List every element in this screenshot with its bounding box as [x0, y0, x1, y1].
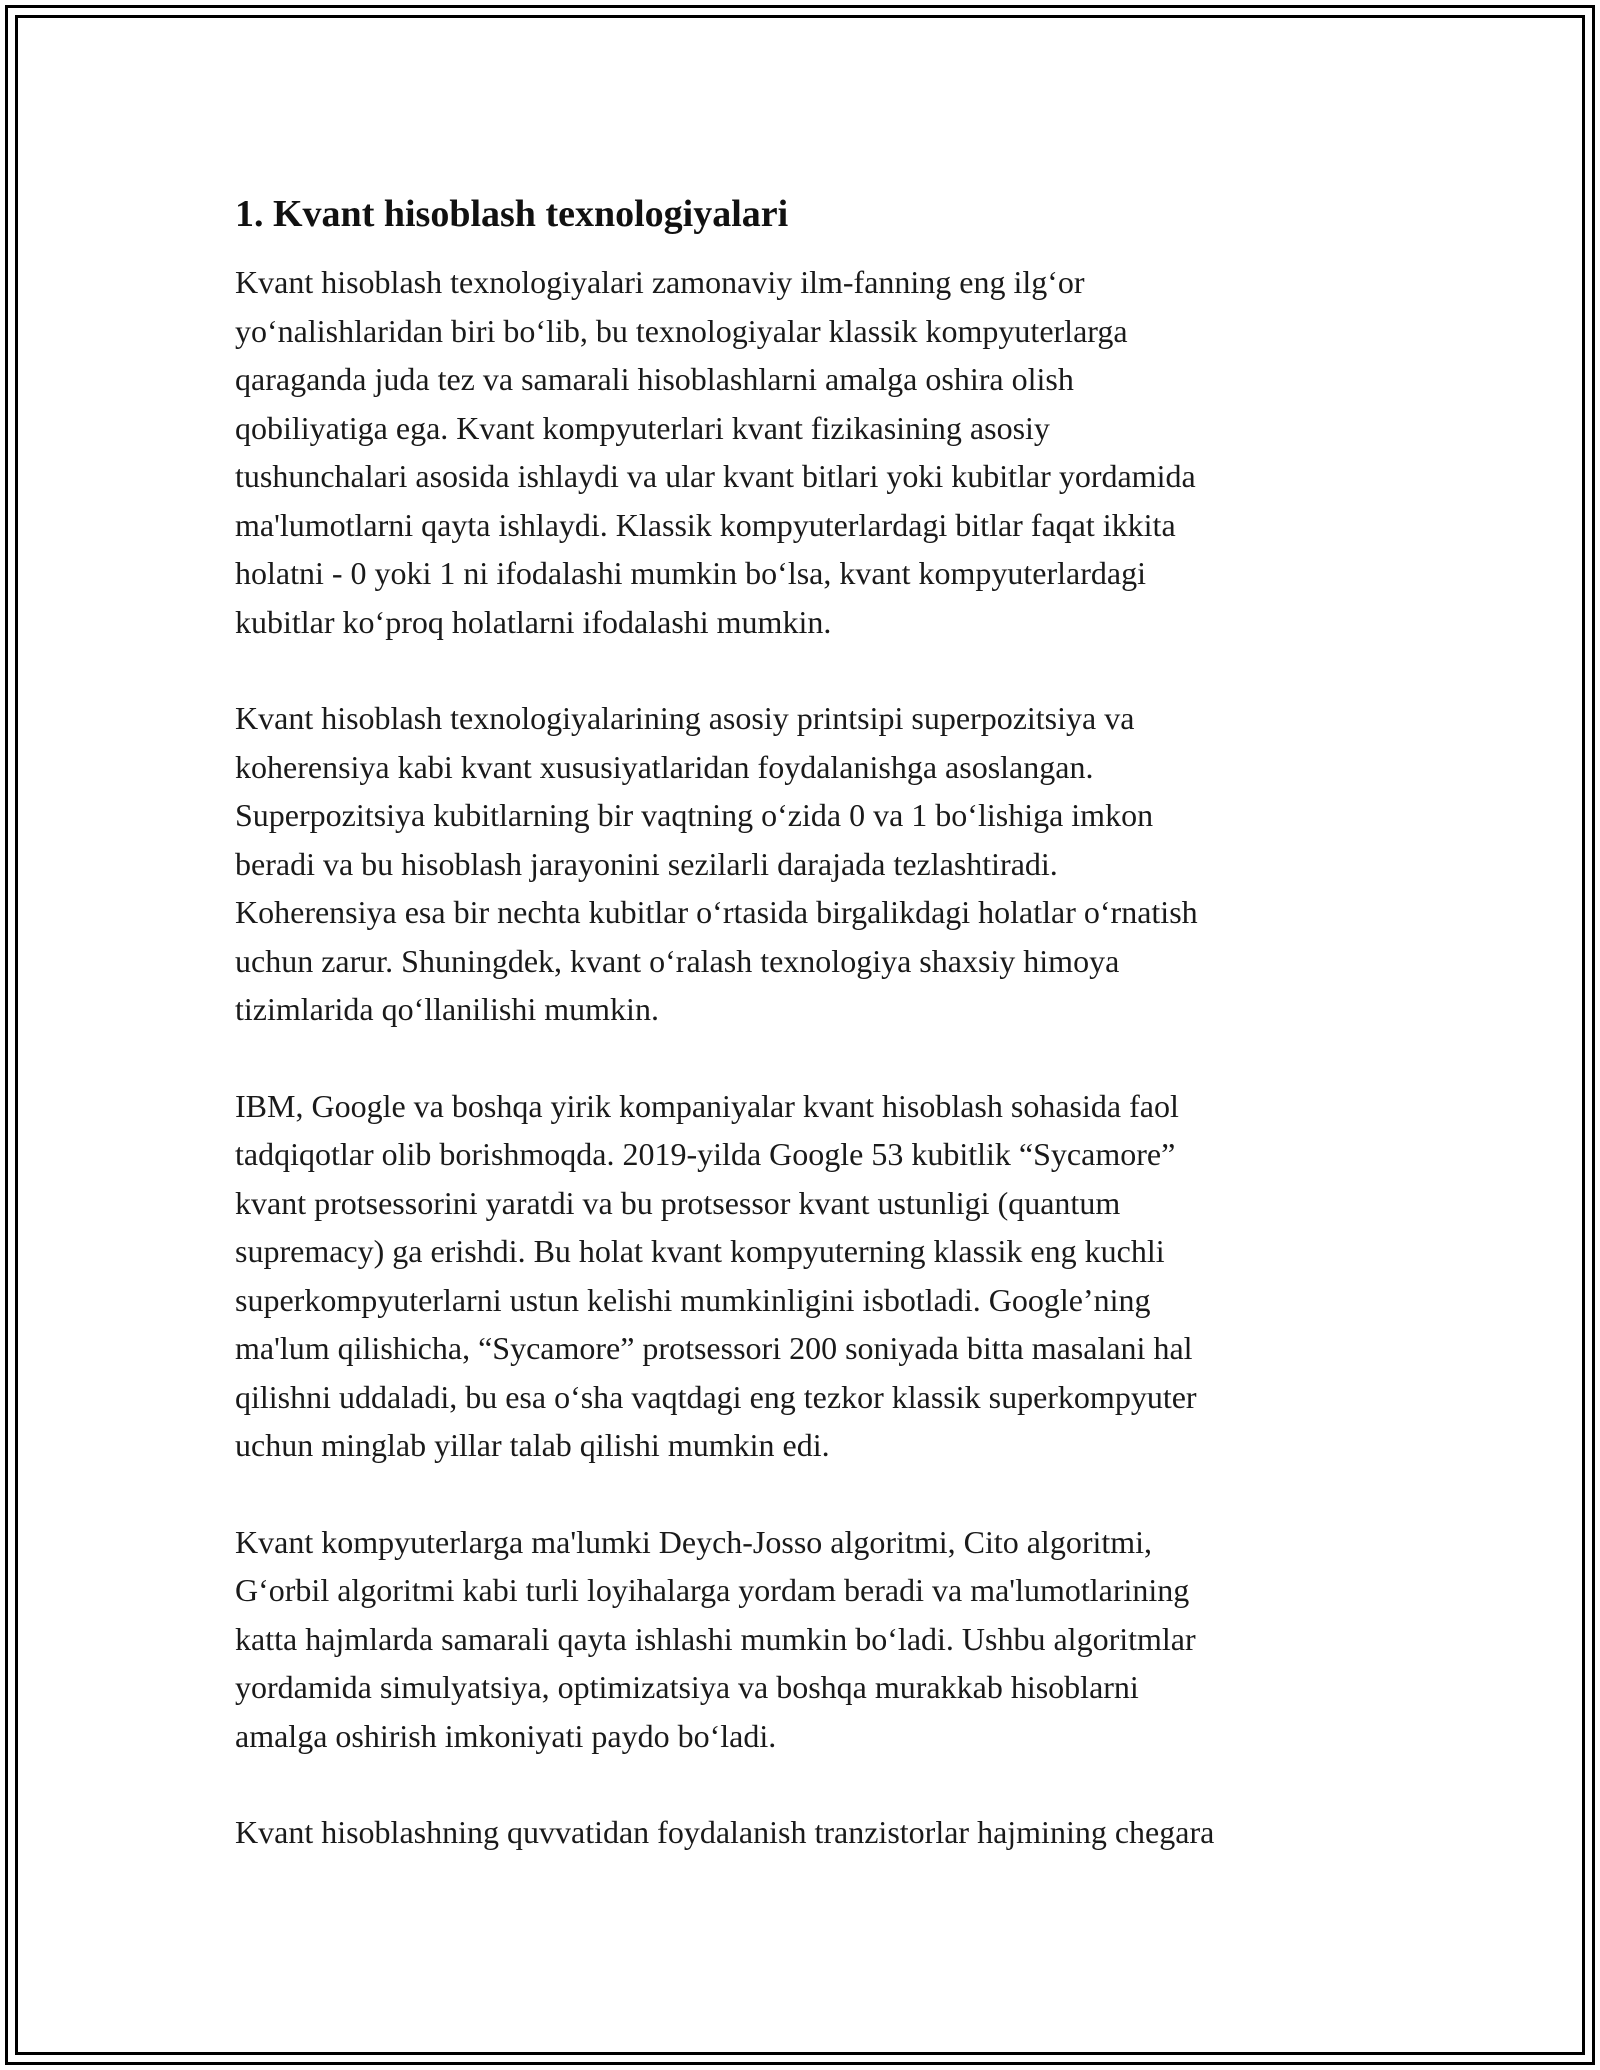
paragraph-line: kubitlar ko‘proq holatlarni ifodalashi mumkin.	[235, 603, 832, 640]
document-body	[235, 190, 1375, 1905]
paragraph	[235, 258, 1375, 646]
paragraph	[235, 1808, 1375, 1857]
paragraph-line: qaraganda juda tez va samarali hisoblashlarni amalga oshira olish	[235, 361, 1074, 397]
paragraph-line: uchun minglab yillar talab qilishi mumkin edi.	[235, 1427, 830, 1463]
paragraph-line: ma'lum qilishicha, “Sycamore” protsessori 200 soniyada bitta masalani hal	[235, 1330, 1193, 1366]
paragraph-line: qobiliyatiga ega. Kvant kompyuterlari kvant fizikasining asosiy	[235, 409, 1050, 446]
paragraph-line: yo‘nalishlaridan biri bo‘lib, bu texnologiyalar klassik kompyuterlarga	[235, 312, 1128, 349]
paragraph-line: yordamida simulyatsiya, optimizatsiya va boshqa murakkab hisoblarni	[235, 1669, 1139, 1705]
paragraph-line: supremacy) ga erishdi. Bu holat kvant kompyuterning klassik eng kuchli	[235, 1233, 1165, 1269]
paragraph-line: uchun zarur. Shuningdek, kvant o‘ralash texnologiya shaxsiy himoya	[235, 942, 1120, 979]
paragraph-line: Kvant hisoblash texnologiyalarining asosiy printsipi superpozitsiya va	[235, 700, 1135, 736]
paragraph-line: katta hajmlarda samarali qayta ishlashi mumkin bo‘ladi. Ushbu algoritmlar	[235, 1620, 1196, 1657]
paragraph-line: Koherensiya esa bir nechta kubitlar o‘rtasida birgalikdagi holatlar o‘rnatish	[235, 894, 1198, 930]
paragraph-line: kvant protsessorini yaratdi va bu protsessor kvant ustunligi (quantum	[235, 1184, 1121, 1221]
paragraph-line: Kvant hisoblash texnologiyalari zamonaviy ilm-fanning eng ilg‘or	[235, 264, 1085, 300]
paragraph-line: Kvant hisoblashning quvvatidan foydalanish tranzistorlar hajmining chegara	[235, 1814, 1215, 1850]
paragraph	[235, 1082, 1375, 1470]
paragraph-line: Kvant kompyuterlarga ma'lumki Deych-Josso algoritmi, Cito algoritmi,	[235, 1523, 1153, 1560]
paragraph-line: tizimlarida qo‘llanilishi mumkin.	[235, 991, 659, 1027]
paragraph	[235, 1518, 1375, 1761]
paragraph-line: amalga oshirish imkoniyati paydo bo‘ladi.	[235, 1717, 777, 1754]
section-heading: 1. Kvant hisoblash texnologiyalari	[235, 193, 789, 235]
paragraph-line: superkompyuterlarni ustun kelishi mumkinligini isbotladi. Google’ning	[235, 1281, 1151, 1318]
paragraph-line: IBM, Google va boshqa yirik kompaniyalar kvant hisoblash sohasida faol	[235, 1087, 1179, 1124]
paragraph-line: tadqiqotlar olib borishmoqda. 2019-yilda Google 53 kubitlik “Sycamore”	[235, 1136, 1176, 1172]
paragraph-line: Superpozitsiya kubitlarning bir vaqtning o‘zida 0 va 1 bo‘lishiga imkon	[235, 797, 1154, 833]
paragraph-line: tushunchalari asosida ishlaydi va ular kvant bitlari yoki kubitlar yordamida	[235, 458, 1196, 494]
paragraph-line: ma'lumotlarni qayta ishlaydi. Klassik kompyuterlardagi bitlar faqat ikkita	[235, 506, 1176, 543]
paragraph	[235, 694, 1375, 1034]
paragraph-line: beradi va bu hisoblash jarayonini sezilarli darajada tezlashtiradi.	[235, 845, 1058, 882]
paragraph-list	[235, 258, 1375, 1857]
paragraph-line: holatni - 0 yoki 1 ni ifodalashi mumkin bo‘lsa, kvant kompyuterlardagi	[235, 555, 1146, 591]
paragraph-line: qilishni uddaladi, bu esa o‘sha vaqtdagi eng tezkor klassik superkompyuter	[235, 1378, 1197, 1415]
paragraph-line: G‘orbil algoritmi kabi turli loyihalarga yordam beradi va ma'lumotlarining	[235, 1572, 1190, 1608]
paragraph-line: koherensiya kabi kvant xususiyatlaridan foydalanishga asoslangan.	[235, 748, 1094, 785]
